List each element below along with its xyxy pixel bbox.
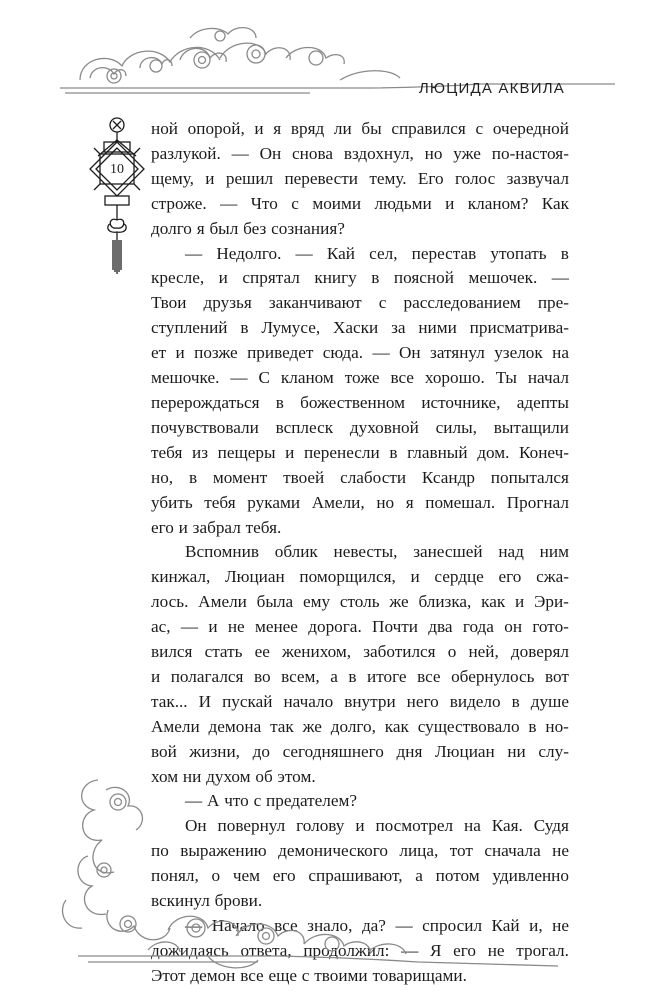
text-line: ной опорой, и я вряд ли бы справился с очередной bbox=[151, 119, 569, 138]
text-line: Амели демона так же долго, как существовало в но- bbox=[151, 716, 569, 736]
text-line: ет и позже приведет сюда. — Он затянул узелок на bbox=[151, 343, 569, 363]
text-line: мешочке. — С кланом тоже все хорошо. Ты начал bbox=[151, 368, 569, 388]
text-line: кресле, и спрятал книгу в поясной мешочек. — bbox=[151, 268, 569, 288]
text-line: Этот демон все еще с твоими товарищами. bbox=[151, 965, 467, 985]
text-line: Он повернул голову и посмотрел на Кая. Судя bbox=[185, 816, 569, 836]
text-line: щему, и решил перевести тему. Его голос зазвучал bbox=[151, 168, 569, 188]
text-line: так... И пускай начало внутри него видело в душе bbox=[151, 691, 569, 711]
text-line: — Недолго. — Кай сел, перестав утопать в bbox=[185, 243, 569, 263]
text-line: вой жизни, до сегодняшнего дня Люциан ни слу- bbox=[151, 741, 569, 761]
text-line: разлукой. — Он снова вздохнул, но уже по-настоя- bbox=[151, 143, 569, 163]
page-number: 10 bbox=[110, 162, 124, 177]
text-line: дожидаясь ответа, продолжил: — Я его не трогал. bbox=[151, 940, 569, 960]
text-line: перерождаться в божественном источнике, адепты bbox=[151, 392, 569, 412]
text-line: вскинул брови. bbox=[151, 891, 263, 911]
text-line: ас, — и не менее дорога. Почти два года он гото- bbox=[151, 617, 569, 637]
text-line: почувствовали всплеск духовной силы, вытащили bbox=[151, 417, 569, 437]
text-line: его и забрал тебя. bbox=[151, 517, 282, 537]
text-line: строже. — Что с моими людьми и кланом? Как bbox=[151, 193, 569, 213]
text-line: Вспомнив облик невесты, занесшей над ним bbox=[185, 542, 569, 562]
text-line: хом ни духом об этом. bbox=[151, 766, 316, 786]
text-line: тебя из пещеры и перенесли в главный дом. Конеч- bbox=[151, 442, 569, 462]
text-line: по выражению демонического лица, тот сначала не bbox=[151, 841, 569, 861]
running-head: ЛЮЦИДА АКВИЛА bbox=[418, 80, 565, 97]
text-line: но, в момент твоей слабости Ксандр попытался bbox=[151, 467, 569, 487]
text-line: Твои друзья заканчивают с расследованием пре- bbox=[151, 293, 569, 313]
text-line: убить тебя руками Амели, но я помешал. Прогнал bbox=[151, 492, 569, 512]
text-line: лось. Амели была ему столь же близка, как и Эри- bbox=[151, 592, 569, 612]
hanging-lantern-icon bbox=[78, 112, 158, 282]
text-line: ступлений в Лумусе, Хаски за ними присматрива- bbox=[151, 318, 569, 338]
text-line: — А что с предателем? bbox=[185, 791, 358, 811]
cloud-ornament-bottom-icon bbox=[58, 760, 578, 992]
text-line: понял, о чем его спрашивают, а потом удивленно bbox=[151, 866, 569, 886]
text-line: кинжал, Люциан поморщился, и сердце его сжа- bbox=[151, 567, 569, 587]
text-line: — Начало все знало, да? — спросил Кай и, не bbox=[185, 916, 569, 935]
text-line: долго я был без сознания? bbox=[151, 218, 345, 238]
text-line: вился стать ее женихом, заботился о ней, доверял bbox=[151, 642, 569, 662]
text-line: и полагался во всем, а в итоге все обернулось вот bbox=[151, 666, 569, 686]
